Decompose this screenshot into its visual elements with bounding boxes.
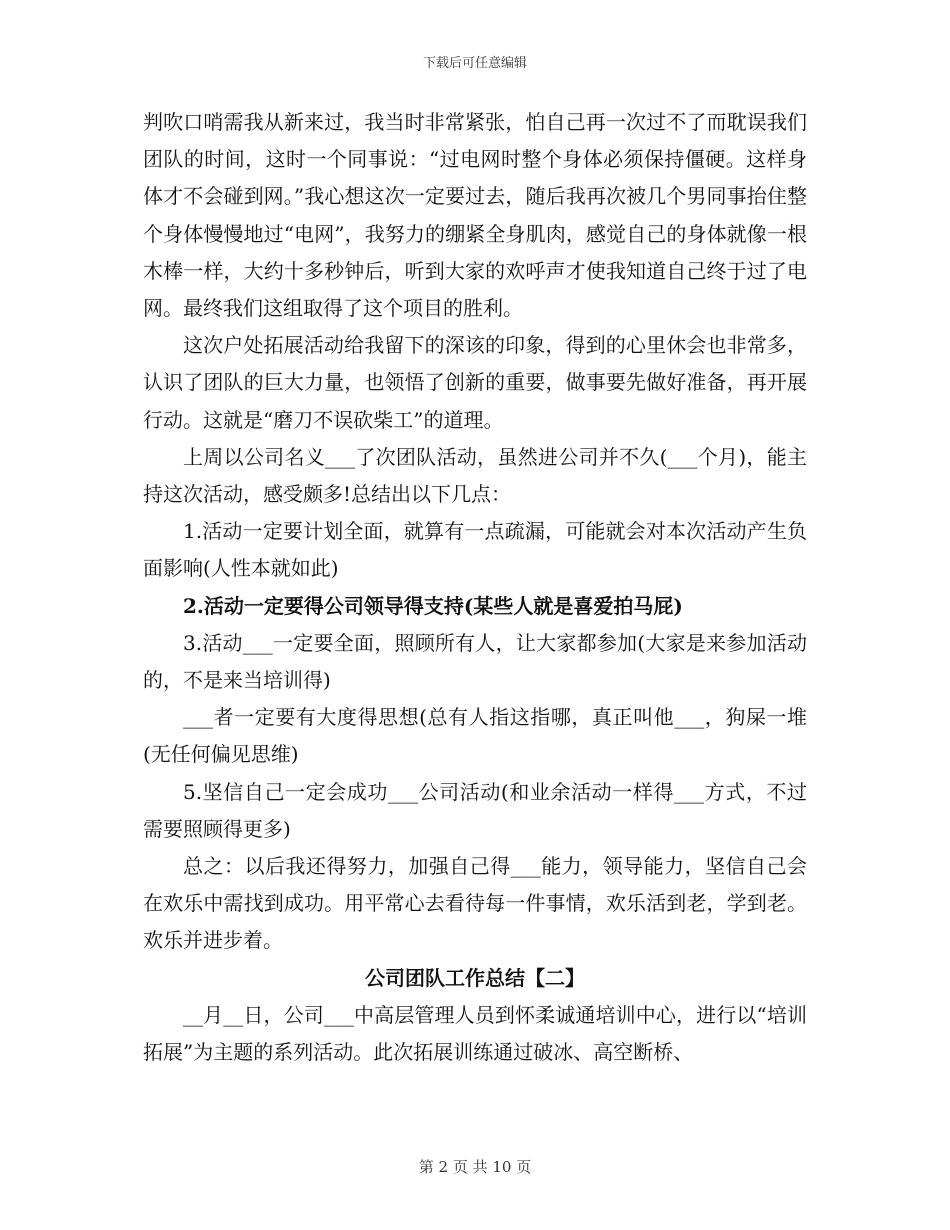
paragraph-3: 上周以公司名义___了次团队活动，虽然进公司并不久(___个月)，能主持这次活动，感受颇多!总结出以下几点： bbox=[143, 444, 807, 507]
paragraph-2: 这次户处拓展活动给我留下的深该的印象，得到的心里休会也非常多，认识了团队的巨大力量，也领悟了创新的重要，做事要先做好准备，再开展行动。这就是“磨刀不误砍柴工”的道理。 bbox=[143, 333, 807, 432]
section-title: 公司团队工作总结【二】 bbox=[365, 965, 585, 990]
page-header-note: 下载后可任意编辑 bbox=[422, 56, 527, 71]
list-item-3: 3.活动___一定要全面，照顾所有人，让大家都参加(大家是来参加活动的，不是来当培训得) bbox=[143, 630, 807, 693]
page-number: 第 2 页 共 10 页 bbox=[418, 1158, 532, 1176]
list-item-1: 1.活动一定要计划全面，就算有一点疏漏，可能就会对本次活动产生负面影响(人性本就如此) bbox=[143, 519, 807, 581]
list-item-2: 2.活动一定要得公司领导得支持(某些人就是喜爱拍马屁) bbox=[183, 593, 683, 618]
paragraph-1: 判吹口哨需我从新来过，我当时非常紧张，怕自己再一次过不了而耽误我们团队的时间，这时一个同事说：“过电网时整个身体必须保持僵硬。这样身体才不会碰到网。”我心想这次一定要过去，随后我再次被几个男同事抬住整个身体慢慢地过“电网”，我努力的绷紧全身肌肉，感觉自己的身体就像一根木棒一样，大约十多秒钟后，听到大家的欢呼声才使我知道自己终于过了电网。最终我们这组取得了这个项目的胜利。 bbox=[143, 110, 807, 321]
list-item-5: 5.坚信自己一定会成功___公司活动(和业余活动一样得___方式，不过需要照顾得更多) bbox=[143, 779, 807, 841]
document-body bbox=[143, 104, 807, 1071]
conclusion-paragraph: 总之：以后我还得努力，加强自己得___能力，领导能力，坚信自己会在欢乐中需找到成功。用平常心去看待每一件事情，欢乐活到老，学到老。欢乐并进步着。 bbox=[143, 854, 807, 953]
paragraph-10: __月__日，公司___中高层管理人员到怀柔诚通培训中心，进行以“培训拓展”为主题的系列活动。此次拓展训练通过破冰、高空断桥、 bbox=[143, 1002, 807, 1065]
list-item-4: ___者一定要有大度得思想(总有人指这指哪，真正叫他___，狗屎一堆(无任何偏见思维) bbox=[143, 705, 807, 767]
